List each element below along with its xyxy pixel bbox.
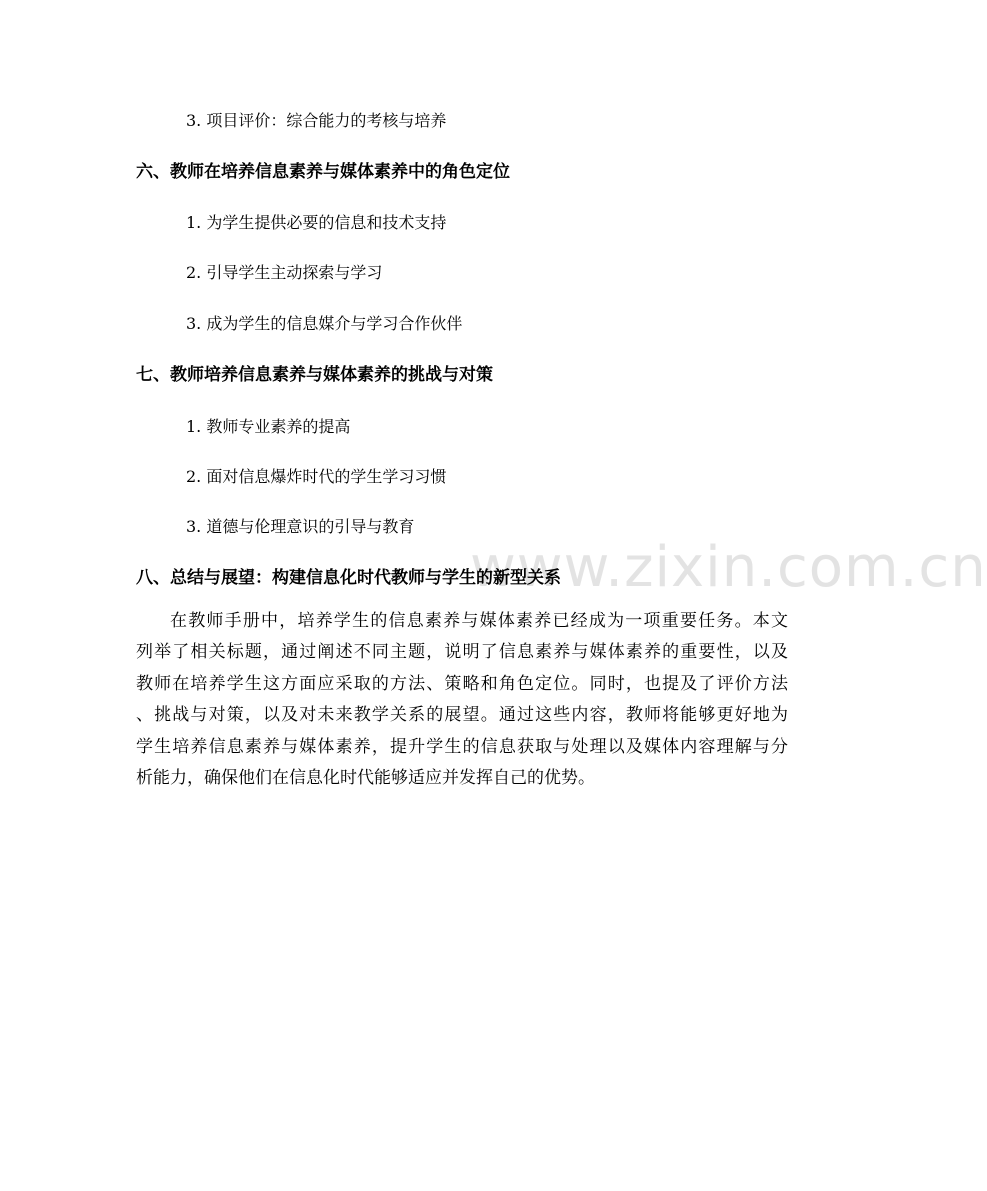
section-heading-8: 八、总结与展望：构建信息化时代教师与学生的新型关系 bbox=[136, 568, 561, 588]
paragraph-line: 析能力，确保他们在信息化时代能够适应并发挥自己的优势。 bbox=[136, 768, 595, 789]
list-item: 1. 教师专业素养的提高 bbox=[186, 417, 351, 436]
list-item: 2. 面对信息爆炸时代的学生学习习惯 bbox=[186, 467, 447, 486]
list-item: 1. 为学生提供必要的信息和技术支持 bbox=[186, 213, 447, 232]
list-item: 3. 项目评价：综合能力的考核与培养 bbox=[186, 111, 447, 130]
summary-paragraph bbox=[136, 606, 788, 794]
section-heading-6: 六、教师在培养信息素养与媒体素养中的角色定位 bbox=[136, 162, 510, 182]
paragraph-line: 学生培养信息素养与媒体素养，提升学生的信息获取与处理以及媒体内容理解与分 bbox=[136, 736, 788, 757]
list-item: 2. 引导学生主动探索与学习 bbox=[186, 263, 383, 282]
section-heading-7: 七、教师培养信息素养与媒体素养的挑战与对策 bbox=[136, 365, 493, 385]
list-item: 3. 道德与伦理意识的引导与教育 bbox=[186, 517, 415, 536]
watermark: www.zixin.com.cn bbox=[470, 535, 987, 600]
paragraph-line: 在教师手册中，培养学生的信息素养与媒体素养已经成为一项重要任务。本文 bbox=[170, 611, 788, 631]
paragraph-line: 列举了相关标题，通过阐述不同主题，说明了信息素养与媒体素养的重要性，以及 bbox=[136, 642, 788, 663]
list-item: 3. 成为学生的信息媒介与学习合作伙伴 bbox=[186, 314, 463, 333]
paragraph-line: 教师在培养学生这方面应采取的方法、策略和角色定位。同时，也提及了评价方法 bbox=[136, 673, 788, 694]
paragraph-line: 、挑战与对策，以及对未来教学关系的展望。通过这些内容，教师将能够更好地为 bbox=[136, 705, 788, 726]
